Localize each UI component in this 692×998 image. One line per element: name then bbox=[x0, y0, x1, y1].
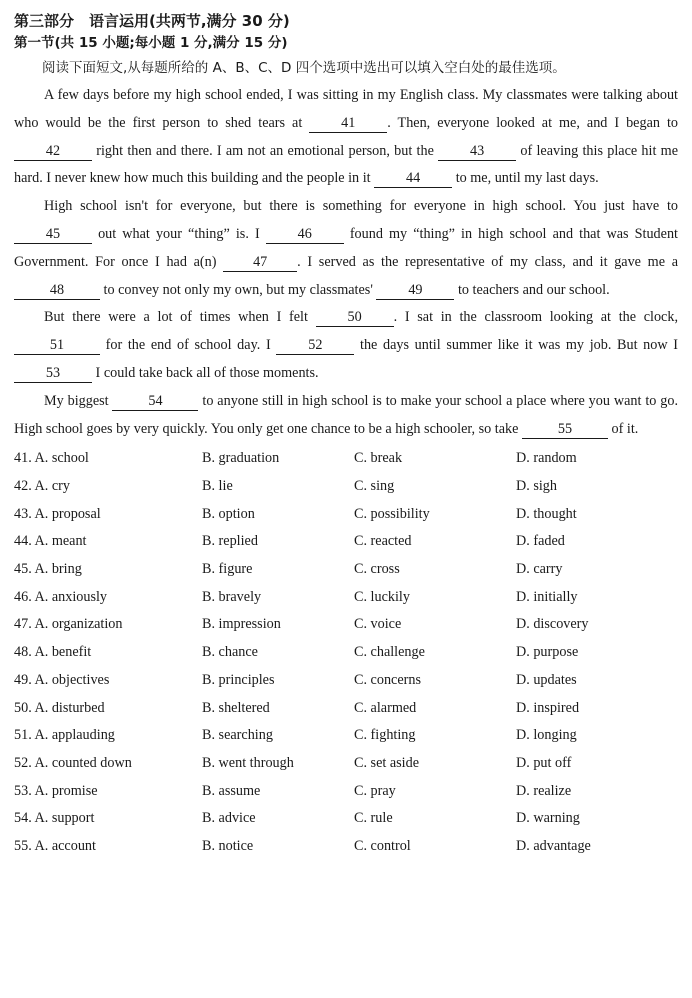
option-b: B. advice bbox=[202, 810, 256, 827]
option-d: D. faded bbox=[516, 533, 565, 550]
blank-48: 48 bbox=[14, 281, 100, 300]
option-a: 46. A. anxiously bbox=[14, 588, 108, 605]
passage-text: High school isn't for everyone, but there is something for everyone in high school. You just have to bbox=[44, 198, 678, 215]
blank-41: 41 bbox=[309, 114, 387, 133]
option-a: 44. A. meant bbox=[14, 533, 87, 550]
passage-text: But there were a lot of times when I felt bbox=[44, 309, 316, 326]
option-a: 55. A. account bbox=[14, 837, 96, 854]
passage-text: of it. bbox=[607, 420, 639, 437]
blank-46: 46 bbox=[266, 225, 344, 244]
blank-45: 45 bbox=[14, 225, 92, 244]
option-a: 48. A. benefit bbox=[14, 644, 92, 661]
subsection-title: 第一节(共 15 小题;每小题 1 分,满分 15 分) bbox=[14, 35, 288, 51]
blank-55: 55 bbox=[522, 420, 608, 439]
option-d: D. updates bbox=[516, 671, 577, 688]
option-row-50 bbox=[14, 695, 678, 723]
blank-42: 42 bbox=[14, 142, 92, 161]
blank-51: 51 bbox=[14, 336, 100, 355]
option-row-55 bbox=[14, 833, 678, 861]
option-row-54 bbox=[14, 805, 678, 833]
option-a: 49. A. objectives bbox=[14, 671, 110, 688]
option-b: B. sheltered bbox=[202, 699, 270, 716]
blank-54: 54 bbox=[112, 392, 198, 411]
option-d: D. random bbox=[516, 450, 577, 467]
option-c: C. possibility bbox=[354, 505, 430, 522]
option-a: 41. A. school bbox=[14, 450, 89, 467]
option-c: C. challenge bbox=[354, 644, 425, 661]
option-a: 52. A. counted down bbox=[14, 754, 132, 771]
option-d: D. realize bbox=[516, 782, 572, 799]
option-b: B. lie bbox=[202, 478, 233, 495]
passage-text: out what your “thing” is. I bbox=[92, 225, 266, 242]
passage-text: to me, until my last days. bbox=[452, 170, 599, 187]
option-b: B. graduation bbox=[202, 450, 280, 467]
option-d: D. discovery bbox=[516, 616, 589, 633]
option-row-43 bbox=[14, 501, 678, 529]
option-c: C. luckily bbox=[354, 588, 410, 605]
passage-text: found my “thing” in high school and that was Student Government. For once I had a(n) bbox=[14, 225, 678, 270]
option-row-46 bbox=[14, 584, 678, 612]
option-b: B. impression bbox=[202, 616, 281, 633]
blank-43: 43 bbox=[438, 142, 516, 161]
passage-text: to teachers and our school. bbox=[454, 281, 610, 298]
passage-text: My biggest bbox=[44, 392, 113, 409]
option-row-51 bbox=[14, 722, 678, 750]
passage-text: A few days before my high school ended, I was sitting in my English class. My classmates were talking about who would be the first person to shed tears at bbox=[14, 87, 678, 131]
blank-50: 50 bbox=[316, 308, 394, 327]
option-b: B. principles bbox=[202, 671, 275, 688]
passage-text: of leaving this place hit me hard. I never knew how much this building and the people in it bbox=[14, 142, 678, 187]
option-c: C. set aside bbox=[354, 754, 420, 771]
blank-49: 49 bbox=[376, 281, 454, 300]
blank-47: 47 bbox=[223, 253, 297, 272]
option-d: D. sigh bbox=[516, 478, 557, 495]
option-d: D. purpose bbox=[516, 644, 579, 661]
passage-paragraph-2 bbox=[14, 193, 678, 304]
option-row-53 bbox=[14, 778, 678, 806]
option-a: 47. A. organization bbox=[14, 616, 123, 633]
option-row-42 bbox=[14, 473, 678, 501]
option-a: 43. A. proposal bbox=[14, 505, 101, 522]
option-d: D. carry bbox=[516, 561, 563, 578]
option-row-52 bbox=[14, 750, 678, 778]
option-b: B. option bbox=[202, 505, 255, 522]
option-b: B. notice bbox=[202, 837, 254, 854]
passage-text: to convey not only my own, but my classmates' bbox=[100, 281, 377, 298]
option-d: D. initially bbox=[516, 588, 578, 605]
option-c: C. pray bbox=[354, 782, 396, 799]
passage-text: right then and there. I am not an emotional person, but the bbox=[92, 142, 439, 159]
option-c: C. voice bbox=[354, 616, 402, 633]
passage-text: the days until summer like it was my job. But now I bbox=[354, 337, 678, 354]
option-c: C. cross bbox=[354, 561, 400, 578]
option-a: 53. A. promise bbox=[14, 782, 98, 799]
option-row-47 bbox=[14, 611, 678, 639]
section-title: 第三部分 语言运用(共两节,满分 30 分) bbox=[14, 12, 290, 30]
passage-paragraph-3 bbox=[14, 304, 678, 387]
option-d: D. longing bbox=[516, 727, 577, 744]
option-c: C. reacted bbox=[354, 533, 412, 550]
passage-paragraph-1 bbox=[14, 82, 678, 193]
option-b: B. chance bbox=[202, 644, 258, 661]
passage-text: for the end of school day. I bbox=[100, 337, 277, 354]
option-a: 51. A. applauding bbox=[14, 727, 115, 744]
passage-text: . Then, everyone looked at me, and I began to bbox=[387, 114, 678, 131]
option-row-48 bbox=[14, 639, 678, 667]
option-a: 42. A. cry bbox=[14, 478, 70, 495]
option-b: B. replied bbox=[202, 533, 258, 550]
options-list bbox=[14, 445, 678, 860]
option-d: D. put off bbox=[516, 754, 572, 771]
option-c: C. concerns bbox=[354, 671, 421, 688]
passage-text: . I sat in the classroom looking at the clock, bbox=[393, 309, 678, 326]
option-row-45 bbox=[14, 556, 678, 584]
option-d: D. advantage bbox=[516, 837, 591, 854]
option-c: C. fighting bbox=[354, 727, 416, 744]
option-b: B. figure bbox=[202, 561, 253, 578]
option-a: 45. A. bring bbox=[14, 561, 82, 578]
option-row-44 bbox=[14, 528, 678, 556]
blank-53: 53 bbox=[14, 364, 92, 383]
option-b: B. assume bbox=[202, 782, 261, 799]
option-c: C. break bbox=[354, 450, 403, 467]
passage-text: to anyone still in high school is to make your school a place where you want to go. High school goes by very quickly. You only get one chance to be a high schooler, so take bbox=[14, 392, 678, 437]
option-c: C. rule bbox=[354, 810, 393, 827]
option-a: 50. A. disturbed bbox=[14, 699, 105, 716]
option-d: D. thought bbox=[516, 505, 577, 522]
option-c: C. alarmed bbox=[354, 699, 417, 716]
passage-text: . I served as the representative of my class, and it gave me a bbox=[297, 253, 678, 270]
option-d: D. warning bbox=[516, 810, 580, 827]
option-row-49 bbox=[14, 667, 678, 695]
option-b: B. bravely bbox=[202, 588, 262, 605]
blank-44: 44 bbox=[374, 169, 452, 188]
instruction-text: 阅读下面短文,从每题所给的 A、B、C、D 四个选项中选出可以填入空白处的最佳选项。 bbox=[42, 60, 566, 76]
option-d: D. inspired bbox=[516, 699, 580, 716]
passage-text: I could take back all of those moments. bbox=[92, 364, 319, 381]
option-c: C. control bbox=[354, 837, 411, 854]
option-row-41 bbox=[14, 445, 678, 473]
blank-52: 52 bbox=[276, 336, 354, 355]
option-a: 54. A. support bbox=[14, 810, 95, 827]
option-c: C. sing bbox=[354, 478, 395, 495]
option-b: B. searching bbox=[202, 727, 273, 744]
option-b: B. went through bbox=[202, 754, 294, 771]
passage-paragraph-4 bbox=[14, 388, 678, 444]
